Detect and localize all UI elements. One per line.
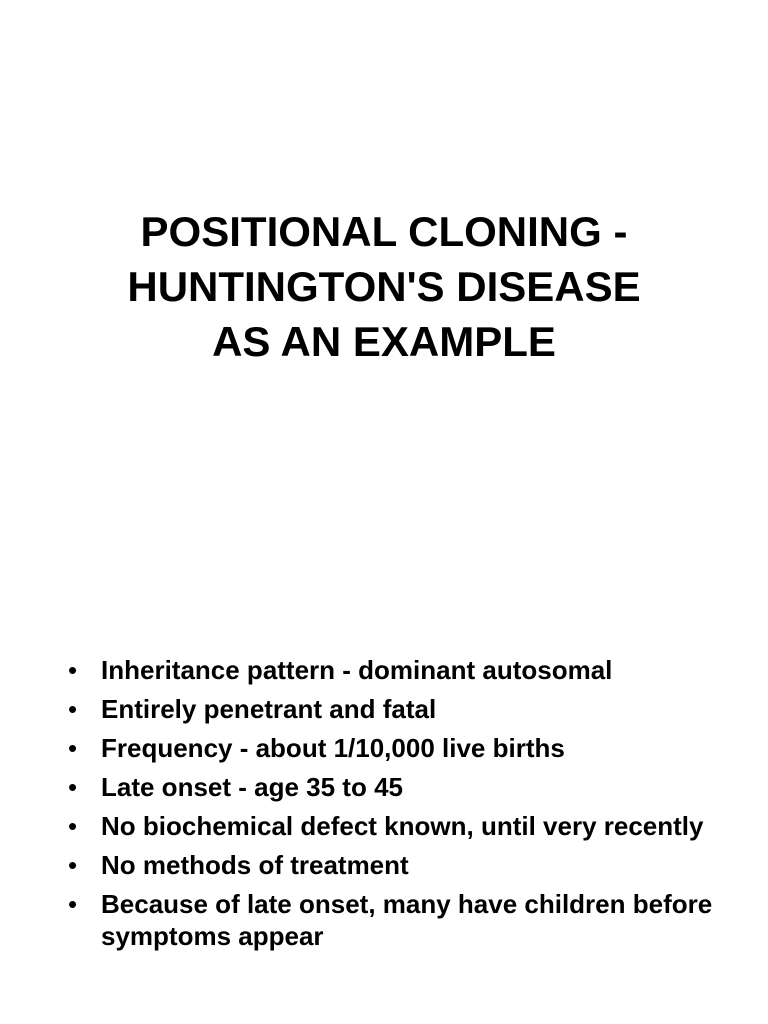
bullet-item-treatment: [68, 849, 728, 881]
bullet-item-onset: [68, 771, 728, 803]
bullet-icon: •: [68, 772, 78, 802]
bullet-text: Because of late onset, many have children before symptoms appear: [101, 889, 713, 951]
bullet-icon: •: [68, 811, 78, 841]
title-line-3: AS AN EXAMPLE: [212, 318, 556, 365]
bullet-text: Frequency - about 1/10,000 live births: [101, 733, 565, 763]
title-line-1: POSITIONAL CLONING -: [140, 208, 628, 255]
bullet-item-late-onset-children: [68, 888, 728, 952]
bullet-item-inheritance: [68, 654, 728, 686]
slide-title: [0, 204, 768, 369]
bullet-text: No methods of treatment: [101, 850, 409, 880]
bullet-text: Inheritance pattern - dominant autosomal: [101, 655, 613, 685]
bullet-icon: •: [68, 694, 78, 724]
bullet-icon: •: [68, 850, 78, 880]
bullet-item-penetrance: [68, 693, 728, 725]
bullet-text: No biochemical defect known, until very recently: [101, 811, 704, 841]
bullet-item-biochemical-defect: [68, 810, 728, 842]
bullet-text: Late onset - age 35 to 45: [101, 772, 403, 802]
bullet-text: Entirely penetrant and fatal: [101, 694, 437, 724]
bullet-list: [68, 654, 728, 959]
bullet-item-frequency: [68, 732, 728, 764]
bullet-icon: •: [68, 889, 78, 919]
bullet-icon: •: [68, 733, 78, 763]
bullet-icon: •: [68, 655, 78, 685]
title-line-2: HUNTINGTON'S DISEASE: [127, 263, 641, 310]
